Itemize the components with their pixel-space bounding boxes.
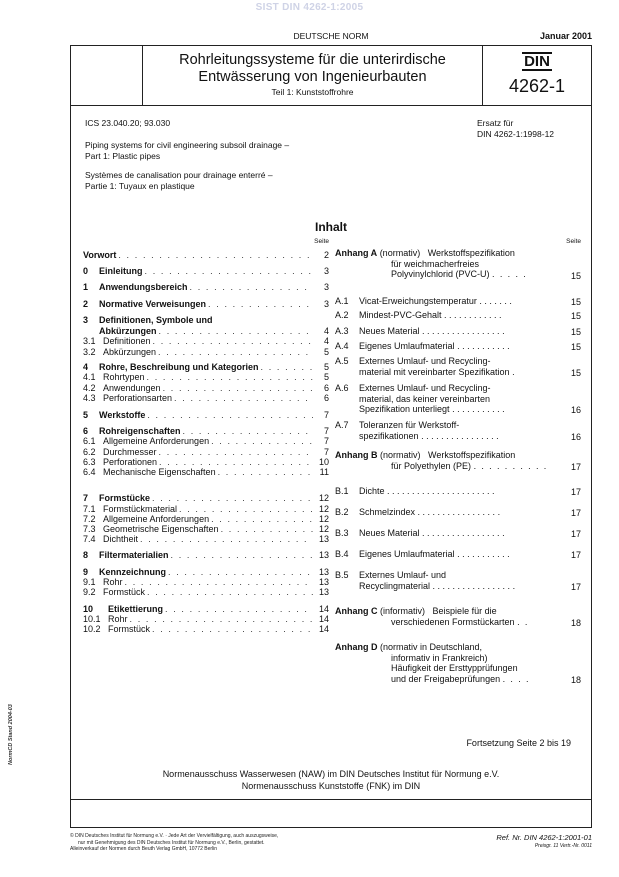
divider [71, 799, 591, 800]
leader-dots: . . . . . . . [479, 296, 512, 306]
toc-entry-number: B.4 [335, 549, 349, 559]
leader-dots [130, 614, 313, 624]
toc-entry-label: material mit vereinbarter Spezifikation [359, 366, 510, 377]
toc-entry-label: Perforationsarten [103, 393, 173, 403]
toc-entry-page: 7 [323, 447, 329, 457]
leader-dots [125, 577, 313, 587]
toc-annex-d[interactable] [335, 642, 581, 685]
toc-entry[interactable] [83, 410, 329, 420]
title-french-line-2: Partie 1: Tuyaux en plastique [85, 180, 195, 191]
leader-dots [211, 436, 313, 446]
toc-entry[interactable] [83, 624, 329, 634]
page-column-label: Seite [314, 238, 329, 245]
toc-entry-number: 4 [83, 362, 89, 372]
annex-kind: (normativ) [379, 248, 421, 258]
toc-entry-label: Recyclingmaterial [359, 580, 431, 591]
leader-dots: . . . . . . . . . . . [452, 404, 505, 414]
toc-entry-label: Dichte [359, 486, 385, 496]
toc-entry-number: 0 [83, 266, 89, 276]
toc-entry-page: 14 [318, 604, 329, 614]
toc-entry-number: 10.1 [83, 614, 101, 624]
toc-entry[interactable] [83, 604, 329, 614]
toc-entry[interactable] [83, 467, 329, 477]
issue-date: Januar 2001 [539, 31, 592, 41]
toc-entry-number: 3.2 [83, 347, 96, 357]
toc-entry-number: A.5 [335, 356, 349, 366]
leader-dots [159, 447, 313, 457]
title-line-1: Rohrleitungssysteme für die unterirdische [179, 52, 446, 68]
leader-dots [221, 524, 313, 534]
toc-entry-page: 17 [570, 461, 581, 472]
toc-entry-number: A.4 [335, 341, 349, 351]
toc-entry-page: 5 [323, 362, 329, 372]
toc-entry-page: 3 [323, 266, 329, 276]
toc-entry-number: A.1 [335, 296, 349, 306]
toc-annex-b[interactable] [335, 450, 581, 472]
committee-line-2: Normenausschuss Kunststoffe (FNK) im DIN [241, 781, 421, 791]
toc-entry[interactable] [83, 347, 329, 357]
title-line-2: Entwässerung von Ingenieurbauten [198, 69, 427, 85]
leader-dots [211, 514, 313, 524]
toc-entry[interactable] [83, 447, 329, 457]
toc-entry-page: 15 [570, 367, 581, 378]
annex-kind: (normativ) [380, 450, 421, 460]
toc-entry[interactable] [335, 528, 581, 539]
subtitle: Teil 1: Kunststoffrohre [271, 87, 354, 97]
toc-entry[interactable] [335, 326, 581, 337]
din-logo: DIN [524, 53, 550, 70]
annex-label: Anhang C [335, 606, 378, 616]
leader-dots [118, 250, 313, 260]
toc-entry-label: Neues Material [359, 528, 420, 538]
toc-entry-page: 15 [570, 326, 581, 337]
toc-entry-page: 15 [570, 296, 581, 307]
toc-entry[interactable] [335, 296, 581, 307]
toc-entry[interactable] [83, 550, 329, 560]
toc-entry-label: Rohreigenschaften [99, 426, 181, 436]
toc-entry-number: A.7 [335, 420, 349, 430]
toc-entry-page: 12 [318, 524, 329, 534]
annex-title: Beispiele für die [432, 606, 497, 616]
toc-entry-number: 6.1 [83, 436, 96, 446]
toc-entry-number: 7.4 [83, 534, 96, 544]
toc-entry-number: 8 [83, 550, 89, 560]
toc-title: Inhalt [315, 220, 347, 234]
toc-entry-number: 4.1 [83, 372, 96, 382]
toc-entry-page: 15 [570, 310, 581, 321]
copyright-line-3: Alleinverkauf der Normen durch Beuth Verlag GmbH, 10772 Berlin [70, 846, 218, 852]
annex-title: und der Freigabeprüfungen [391, 673, 501, 684]
toc-entry-page: 6 [323, 383, 329, 393]
toc-entry-page: 7 [323, 436, 329, 446]
toc-entry[interactable] [83, 436, 329, 446]
toc-entry-number: 6.3 [83, 457, 96, 467]
toc-entry-number: 4.2 [83, 383, 96, 393]
toc-entry-label: Neues Material [359, 326, 420, 336]
toc-right-column [335, 238, 581, 685]
toc-entry-label: Rohrtypen [103, 372, 145, 382]
document-frame [70, 45, 592, 828]
toc-entry[interactable] [335, 486, 581, 497]
toc-entry-label: Abkürzungen [99, 326, 157, 336]
toc-entry-number: B.3 [335, 528, 349, 538]
toc-entry-label: Formstücke [99, 493, 151, 503]
toc-entry-page: 14 [318, 614, 329, 624]
leader-dots [179, 504, 313, 514]
leader-dots [174, 393, 313, 403]
toc-entry-label: Perforationen [103, 457, 158, 467]
leader-dots [171, 550, 313, 560]
toc-entry[interactable] [83, 266, 329, 276]
toc-entry-number: 10 [83, 604, 94, 614]
leader-dots: . . . . . . . . . . [473, 460, 548, 471]
title-french-line-1: Systèmes de canalisation pour drainage enterré – [85, 170, 273, 180]
title-english-line-2: Part 1: Plastic pipes [85, 150, 161, 161]
toc-entry-label: Eigenes Umlaufmaterial [359, 549, 455, 559]
toc-entry-label: Anwendungsbereich [99, 282, 188, 292]
leader-dots [190, 282, 313, 292]
toc-entry-label: Spezifikation unterliegt [359, 404, 450, 414]
toc-entry-page: 14 [318, 624, 329, 634]
toc-entry-page: 5 [323, 372, 329, 382]
leader-dots: . . . . [502, 673, 530, 684]
leader-dots [158, 347, 313, 357]
toc-entry-label: Definitionen [103, 336, 151, 346]
toc-entry[interactable] [335, 549, 581, 560]
toc-entry[interactable] [83, 326, 329, 336]
leader-dots [147, 410, 313, 420]
toc-entry[interactable] [335, 420, 581, 442]
toc-entry-number: 7.2 [83, 514, 96, 524]
toc-entry-label: Etikettierung [108, 604, 164, 614]
leader-dots [147, 587, 313, 597]
toc-entry-label: Formstück [108, 624, 151, 634]
toc-entry-number: B.5 [335, 570, 349, 580]
toc-entry-number: 3.1 [83, 336, 96, 346]
annex-kind: (normativ in Deutschland, [380, 642, 483, 652]
toc-entry[interactable] [83, 299, 329, 309]
toc-entry-page: 16 [570, 431, 581, 442]
top-row [70, 31, 592, 43]
leader-dots: . . . . . . . . . . . . . . . . [421, 430, 499, 441]
title-block-title-cell [143, 46, 483, 106]
leader-dots [183, 426, 313, 436]
toc-annex-a[interactable] [335, 248, 581, 281]
committee-line-1: Normenausschuss Wasserwesen (NAW) im DIN Deutsches Institut für Normung e.V. [162, 769, 500, 779]
annex-label: Anhang B [335, 450, 378, 460]
toc-entry-label: Abkürzungen [103, 347, 157, 357]
ref-number: Ref. Nr. DIN 4262-1:2001-01 [496, 833, 592, 842]
annex-title: Werkstoffspezifikation [427, 248, 515, 258]
leader-dots: . . . . . . . . . . . . . . . . . . . . . . [387, 486, 495, 496]
toc-entry-number: 9.1 [83, 577, 96, 587]
toc-entry-page: 18 [570, 674, 581, 685]
toc-entry[interactable] [335, 383, 581, 415]
leader-dots [165, 604, 313, 614]
toc-entry-number: 9.2 [83, 587, 96, 597]
toc-entry[interactable] [335, 341, 581, 352]
toc-left-column [83, 238, 329, 634]
toc-entry-page: 16 [570, 404, 581, 415]
title-block [71, 46, 591, 106]
toc-entry-page: 7 [323, 410, 329, 420]
leader-dots [145, 266, 314, 276]
toc-entry-page: 11 [319, 467, 329, 477]
toc-entry-label: Geometrische Eigenschaften [103, 524, 219, 534]
toc-entry-page: 3 [323, 282, 329, 292]
toc-entry[interactable] [83, 315, 329, 325]
toc-entry[interactable] [83, 383, 329, 393]
leader-dots [159, 326, 314, 336]
annex-kind: (informativ) [380, 606, 426, 616]
toc-entry-number: 2 [83, 299, 89, 309]
continuation-note: Fortsetzung Seite 2 bis 19 [466, 738, 571, 748]
title-french [85, 170, 273, 191]
toc-entry-number: 7.1 [83, 504, 96, 514]
toc-entry[interactable] [83, 587, 329, 597]
side-stamp: NormCD Stand 2004-03 [8, 704, 14, 765]
leader-dots [159, 457, 313, 467]
leader-dots [218, 467, 313, 477]
annex-title: für Polyethylen (PE) [391, 460, 472, 471]
toc-entry-number: A.6 [335, 383, 349, 393]
replaces-note [477, 118, 554, 139]
toc-entry[interactable] [83, 362, 329, 372]
toc-entry-page: 13 [318, 587, 329, 597]
committees [71, 768, 591, 792]
toc-entry[interactable] [83, 282, 329, 292]
annex-kind: informativ in Frankreich) [391, 652, 488, 663]
leader-dots: . . . . . . . . . . . . . . . . . [432, 580, 516, 591]
toc-entry-label: material, das keiner vereinbarten [359, 393, 491, 404]
toc-entry-label: Vicat-Erweichungstemperatur [359, 296, 477, 306]
leader-dots [152, 624, 313, 634]
annex-title: Werkstoffspezifikation [428, 450, 516, 460]
toc-entry-page: 13 [318, 534, 329, 544]
leader-dots [152, 493, 313, 503]
toc-entry-page: 13 [318, 577, 329, 587]
reference-number [496, 833, 592, 851]
toc-entry-label: Allgemeine Anforderungen [103, 436, 210, 446]
toc-entry-label: Normative Verweisungen [99, 299, 207, 309]
toc-entry-number: A.2 [335, 310, 349, 320]
toc-entry-label: Externes Umlauf- und [359, 570, 447, 580]
toc-entry-number: B.2 [335, 507, 349, 517]
toc-entry-page: 15 [570, 341, 581, 352]
toc-entry[interactable] [83, 567, 329, 577]
toc-entry[interactable] [83, 514, 329, 524]
toc-entry-number: A.3 [335, 326, 349, 336]
leader-dots [140, 534, 313, 544]
toc-entry-page: 12 [318, 514, 329, 524]
toc-entry[interactable] [83, 524, 329, 534]
din-number: 4262-1 [508, 76, 566, 96]
toc-entry[interactable] [83, 393, 329, 403]
page-column-label: Seite [566, 238, 581, 245]
toc-entry-page: 3 [323, 299, 329, 309]
toc-entry-page: 2 [323, 250, 329, 260]
leader-dots: . . . . . . . . . . . . . . . . . [422, 528, 505, 538]
toc-annex-c[interactable] [335, 606, 581, 628]
toc-entry-label: Rohr [108, 614, 128, 624]
leader-dots: . . . . . . . . . . . . [444, 310, 502, 320]
toc-entry[interactable] [83, 504, 329, 514]
toc-entry-label: Kennzeichnung [99, 567, 166, 577]
toc-entry-page: 4 [323, 336, 329, 346]
toc-entry-label: Schmelzindex [359, 507, 416, 517]
toc-entry-label: Filtermaterialien [99, 550, 169, 560]
title-english-line-1: Piping systems for civil engineering subsoil drainage – [85, 140, 290, 150]
title-block-left-cell [71, 46, 143, 106]
toc-entry-page: 12 [318, 504, 329, 514]
toc-entry-page: 15 [570, 270, 581, 281]
toc-entry-label: Formstück [103, 587, 146, 597]
leader-dots: . . . . . [492, 269, 528, 279]
toc-entry-label: Mechanische Eigenschaften [103, 467, 216, 477]
copyright-notice [70, 833, 278, 853]
toc-entry-number: 10.2 [83, 624, 101, 634]
leader-dots [208, 299, 313, 309]
toc-entry-label: Rohr [103, 577, 123, 587]
toc-entry-number: 6 [83, 426, 89, 436]
replaces-standard: DIN 4262-1:1998-12 [477, 128, 555, 139]
toc-entry[interactable] [83, 372, 329, 382]
toc-entry[interactable] [335, 570, 581, 592]
toc-entry[interactable] [83, 614, 329, 624]
replaces-label: Ersatz für [477, 118, 514, 128]
leader-dots [147, 372, 313, 382]
toc-entry-page: 17 [570, 581, 581, 592]
toc-entry-page: 18 [570, 617, 581, 628]
toc-entry-page: 13 [318, 567, 329, 577]
toc-entry-page: 13 [318, 550, 329, 560]
leader-dots [261, 362, 313, 372]
annex-title: Polyvinylchlorid (PVC-U) [391, 269, 490, 279]
copyright-line-1: © DIN Deutsches Institut für Normung e.V. · Jede Art der Vervielfältigung, auch auszugsweise, [70, 833, 279, 839]
toc-entry-number: 7 [83, 493, 89, 503]
annex-title: Häufigkeit der Ersttypprüfungen [391, 663, 518, 673]
leader-dots [163, 383, 313, 393]
leader-dots: . . . . . . . . . . . . . . . . . [422, 326, 505, 336]
toc-entry[interactable] [335, 507, 581, 518]
toc-entry[interactable] [83, 426, 329, 436]
toc-entry[interactable] [83, 250, 329, 260]
toc-entry-page: 10 [318, 457, 329, 467]
toc-entry-label: Definitionen, Symbole und [99, 315, 213, 325]
annex-label: Anhang A [335, 248, 378, 258]
toc-entry-number: 6.2 [83, 447, 96, 457]
toc-entry-number: 5 [83, 410, 89, 420]
toc-entry-label: Einleitung [99, 266, 143, 276]
toc-entry-label: Externes Umlauf- und Recycling- [359, 356, 491, 366]
toc-entry-number: B.1 [335, 486, 349, 496]
norm-label: DEUTSCHE NORM [293, 31, 369, 41]
price-group: Preisgr. 11 Vertr.-Nr. 0011 [534, 843, 592, 849]
toc-entry-label: Anwendungen [103, 383, 161, 393]
watermark: SIST DIN 4262-1:2005 [255, 2, 364, 13]
toc-entry[interactable] [335, 356, 581, 378]
toc-entry-label: Allgemeine Anforderungen [103, 514, 210, 524]
toc-entry-label: Rohre, Beschreibung und Kategorien [99, 362, 259, 372]
toc-entry-page: 12 [318, 493, 329, 503]
leader-dots [153, 336, 313, 346]
toc-entry-label: Werkstoffe [99, 410, 146, 420]
toc-entry-label: Formstückmaterial [103, 504, 178, 514]
toc-entry[interactable] [83, 534, 329, 544]
toc-entry-number: 6.4 [83, 467, 96, 477]
toc-entry[interactable] [83, 493, 329, 503]
annex-label: Anhang D [335, 642, 378, 652]
toc-entry[interactable] [83, 336, 329, 346]
toc-entry-page: 6 [323, 393, 329, 403]
toc-entry-page: 17 [570, 486, 581, 497]
toc-entry-label: Dichtheit [103, 534, 139, 544]
ics-code: ICS 23.040.20; 93.030 [85, 118, 171, 128]
leader-dots: . . . . . . . . . . . [457, 549, 510, 559]
toc-entry-label: Toleranzen für Werkstoff- [359, 420, 460, 430]
leader-dots: . . [517, 616, 529, 627]
toc-entry-page: 17 [570, 528, 581, 539]
leader-dots: . . . . . . . . . . . [457, 341, 510, 351]
annex-title: für weichmacherfreies [391, 258, 480, 269]
toc-entry-label: spezifikationen [359, 430, 419, 441]
toc-entry-label: Externes Umlauf- und Recycling- [359, 383, 491, 393]
toc-entry-number: 4.3 [83, 393, 96, 403]
toc-entry-page: 5 [323, 347, 329, 357]
toc-entry-page: 4 [323, 326, 329, 336]
toc-entry-number: 7.3 [83, 524, 96, 534]
leader-dots: . . . . . . . . . . . . . . . . . [417, 507, 501, 517]
toc-entry-label: Durchmesser [103, 447, 157, 457]
toc-entry-label: Mindest-PVC-Gehalt [359, 310, 442, 320]
toc-entry-label: Eigenes Umlaufmaterial [359, 341, 455, 351]
annex-title: verschiedenen Formstückarten [391, 616, 515, 627]
toc-entry-page: 7 [323, 426, 329, 436]
toc-entry[interactable] [83, 457, 329, 467]
toc-entry-page: 17 [570, 549, 581, 560]
toc-entry[interactable] [83, 577, 329, 587]
title-block-number-cell [483, 46, 591, 106]
toc-entry-number: 1 [83, 282, 89, 292]
copyright-line-2: nur mit Genehmigung des DIN Deutsches Institut für Normung e.V., Berlin, gestattet. [78, 839, 265, 846]
toc-entry-number: 9 [83, 567, 89, 577]
toc-entry-number: 3 [83, 315, 89, 325]
title-english [85, 140, 289, 161]
toc-entry[interactable] [335, 310, 581, 321]
toc-entry-page: 17 [570, 507, 581, 518]
toc-entry-label: Vorwort [83, 250, 117, 260]
leader-dots [168, 567, 313, 577]
leader-dots: . [512, 366, 515, 377]
